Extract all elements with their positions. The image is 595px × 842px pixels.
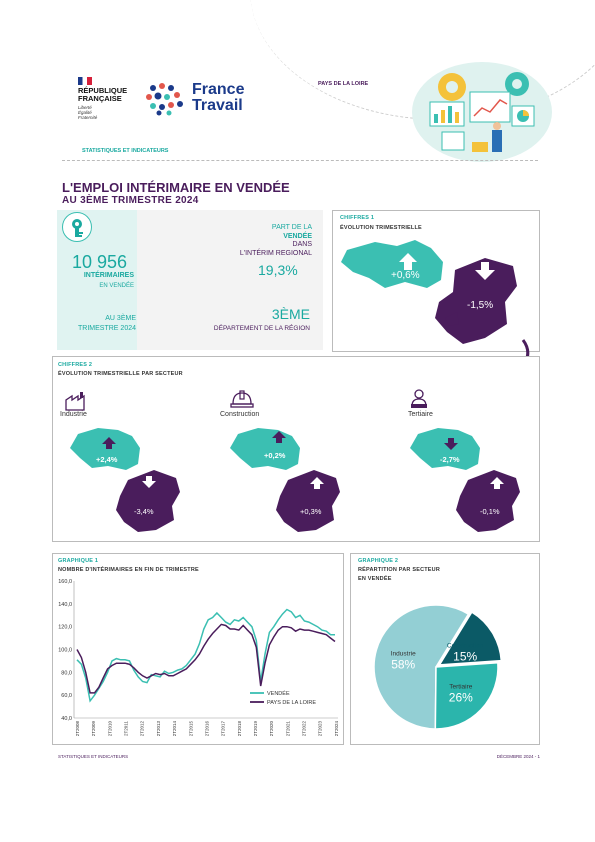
x-tick-label: 2T2008 — [75, 721, 80, 737]
pie-value-label: 15% — [453, 649, 478, 664]
construction-pdl-map — [276, 470, 340, 532]
x-tick-label: 2T2010 — [107, 721, 113, 737]
brand-line2: Travail — [192, 97, 243, 114]
rf-motto2: Égalité — [78, 110, 92, 115]
y-tick-label: 60,0 — [61, 693, 72, 700]
graph2-caption: GRAPHIQUE 2 — [358, 558, 399, 564]
legend-label-1: PAYS DE LA LOIRE — [267, 700, 317, 706]
share-line2: VENDÉE — [283, 232, 312, 240]
tertiaire-pdl-value: -0,1% — [480, 507, 500, 516]
x-tick-label: 2T2018 — [236, 721, 242, 737]
rf-line2: FRANÇAISE — [78, 94, 122, 103]
footer-right: DÉCEMBRE 2024 - 1 — [496, 754, 540, 759]
chiffres2-subcaption: ÉVOLUTION TRIMESTRIELLE PAR SECTEUR — [58, 371, 183, 377]
office-worker-icon — [408, 388, 430, 410]
construction-vendee-value: +0,2% — [264, 451, 286, 460]
share-block — [200, 224, 312, 258]
interim-count-label: INTÉRIMAIRES — [83, 272, 134, 279]
header-illustration — [412, 62, 552, 162]
x-tick-label: 2T2017 — [220, 721, 226, 737]
y-tick-label: 160,0 — [58, 579, 72, 585]
x-tick-label: 2T2022 — [301, 721, 307, 737]
x-tick-label: 2T2020 — [269, 721, 275, 737]
pie-category-label: Industrie — [390, 650, 416, 658]
rank-value: 3ÈME — [271, 306, 310, 322]
x-tick-label: 2T2013 — [155, 721, 161, 737]
industrie-pdl-value: -3,4% — [134, 507, 154, 516]
x-tick-label: 2T2021 — [285, 721, 291, 737]
rf-motto3: Fraternité — [78, 115, 98, 120]
y-tick-label: 40,0 — [61, 716, 72, 722]
sector-construction-label: Construction — [220, 411, 260, 418]
line-chart — [52, 575, 344, 745]
x-tick-label: 2T2023 — [317, 721, 323, 737]
x-tick-label: 2T2009 — [91, 721, 97, 737]
dashboard-illustration-icon — [412, 62, 552, 162]
x-tick-label: 2T2015 — [188, 721, 194, 737]
chiffres2-caption: CHIFFRES 2 — [58, 362, 93, 368]
sector-industrie — [58, 384, 208, 534]
industrie-vendee-value: +2,4% — [96, 455, 118, 464]
region-label: PAYS DE LA LOIRE — [318, 81, 369, 87]
person-key-icon — [62, 212, 92, 242]
sector-tertiaire — [398, 384, 548, 534]
graph1-caption: GRAPHIQUE 1 — [58, 558, 99, 564]
graph2-subcaption: RÉPARTITION PAR SECTEUR — [358, 567, 441, 573]
share-line1: PART DE LA — [271, 224, 312, 231]
france-travail-dots-icon — [145, 82, 187, 116]
x-tick-label: 2T2014 — [172, 721, 178, 737]
series-line-0 — [77, 610, 335, 701]
section-label: STATISTIQUES ET INDICATEURS — [82, 148, 169, 154]
x-tick-label: 2T2024 — [333, 721, 339, 737]
rf-motto1: Liberté — [78, 105, 92, 110]
rank-label: DÉPARTEMENT DE LA RÉGION — [213, 325, 310, 332]
share-value: 19,3% — [258, 262, 298, 278]
y-tick-label: 120,0 — [58, 624, 72, 631]
chiffres1-subcaption: ÉVOLUTION TRIMESTRIELLE — [340, 225, 422, 231]
construction-vendee-map — [230, 428, 300, 470]
y-tick-label: 80,0 — [61, 670, 72, 677]
pie-value-label: 26% — [448, 690, 473, 705]
page-title: L'EMPLOI INTÉRIMAIRE EN VENDÉE — [62, 180, 290, 195]
y-tick-label: 140,0 — [58, 601, 72, 608]
x-tick-label: 2T2011 — [123, 721, 129, 736]
sector-tertiaire-label: Tertiaire — [408, 411, 433, 418]
x-tick-label: 2T2019 — [252, 721, 258, 737]
page-subtitle: AU 3ÈME TRIMESTRE 2024 — [62, 195, 199, 206]
hard-hat-icon — [230, 388, 254, 410]
chiffres1-maps — [335, 232, 535, 350]
interim-count: 10 956 — [72, 252, 128, 272]
pie-chart — [350, 585, 540, 745]
tertiaire-vendee-value: -2,7% — [440, 455, 460, 464]
period-line2: TRIMESTRE 2024 — [78, 325, 136, 332]
x-tick-label: 2T2016 — [204, 721, 210, 737]
pie-value-label: 58% — [391, 657, 416, 672]
period-line1: AU 3ÈME — [105, 315, 136, 322]
legend-label-0: VENDÉE — [267, 691, 290, 697]
pie-category-label: Tertiaire — [449, 683, 473, 691]
chiffres1-caption: CHIFFRES 1 — [340, 215, 375, 221]
pie-category-label: Construction — [446, 642, 484, 650]
rf-line1: RÉPUBLIQUE — [78, 86, 128, 95]
footer-left: STATISTIQUES ET INDICATEURS — [58, 754, 129, 759]
graph2-subcaption2: EN VENDÉE — [358, 576, 392, 582]
share-line4: L'INTÉRIM REGIONAL — [239, 249, 312, 257]
sector-construction — [218, 384, 368, 534]
construction-pdl-value: +0,3% — [300, 507, 322, 516]
tertiaire-pdl-map — [456, 470, 520, 532]
republique-francaise-logo — [78, 77, 127, 120]
y-tick-label: 100,0 — [58, 647, 72, 654]
pdl-evolution-value: -1,5% — [467, 300, 494, 311]
interim-count-sub: EN VENDÉE — [99, 283, 134, 289]
share-line3: DANS — [292, 241, 312, 248]
graph1-subcaption: NOMBRE D'INTÉRIMAIRES EN FIN DE TRIMESTRE — [58, 567, 199, 573]
factory-icon — [64, 390, 86, 412]
sector-industrie-label: Industrie — [60, 411, 87, 418]
marianne-flag-icon — [78, 77, 92, 85]
section-divider — [62, 160, 538, 161]
x-tick-label: 2T2012 — [139, 721, 145, 737]
vendee-evolution-value: +0,6% — [391, 270, 420, 281]
brand-line1: France — [192, 81, 245, 98]
